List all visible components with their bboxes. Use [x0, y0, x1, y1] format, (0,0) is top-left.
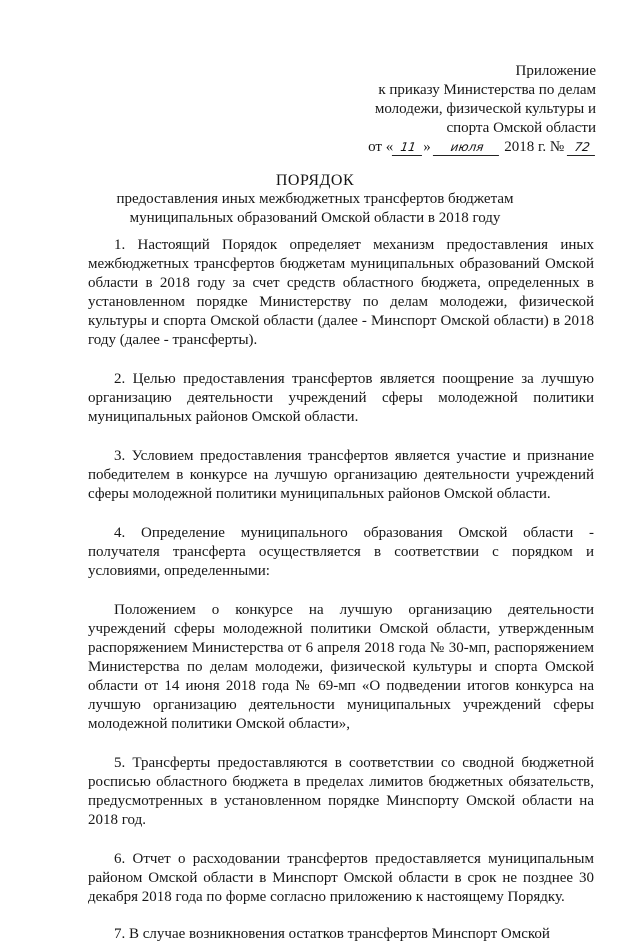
paragraph-1: 1. Настоящий Порядок определяет механизм предоставления иных межбюджетных трансфертов бюджетам муниципальных образований Омской области в 2018 году за счет средств областного бюджета, определенных в установленном порядке Министерству по делам молодежи, физической культуры и спорта Омской области (далее - Минспорт Омской области) в 2018 году (далее - трансферты).	[88, 237, 594, 348]
appendix-label: Приложение	[515, 63, 596, 79]
paragraph-7: 7. В случае возникновения остатков трансфертов Минспорт Омской	[114, 926, 550, 942]
document-body	[88, 236, 594, 944]
order-reference-line-3: спорта Омской области	[446, 120, 596, 136]
title-subtitle-line-2: муниципальных образований Омской области в 2018 году	[129, 210, 501, 226]
date-year: 2018 г. №	[504, 139, 565, 155]
paragraph-5: 5. Трансферты предоставляются в соответствии со сводной бюджетной росписью областного бюджета в пределах лимитов бюджетных обязательств, предусмотренных в установленном порядке Минспорту Омской области на 2018 год.	[88, 755, 594, 828]
date-month-handwritten: июля	[433, 140, 501, 156]
date-mid: »	[423, 139, 431, 155]
title-subtitle-line-1: предоставления иных межбюджетных трансфертов бюджетам	[116, 191, 514, 207]
order-reference-line-1: к приказу Министерства по делам	[378, 82, 596, 98]
order-reference-line-2: молодежи, физической культуры и	[374, 101, 596, 117]
appendix-header	[296, 62, 596, 157]
paragraph-2: 2. Целью предоставления трансфертов является поощрение за лучшую организацию деятельности учреждений сферы молодежной политики муниципальных районов Омской области.	[88, 371, 594, 425]
document-title	[90, 171, 540, 228]
date-prefix: от «	[368, 139, 394, 155]
date-day-handwritten: 11	[392, 140, 424, 156]
title-main: ПОРЯДОК	[275, 172, 355, 189]
order-number-handwritten: 72	[567, 140, 597, 156]
paragraph-4: 4. Определение муниципального образования Омской области - получателя трансферта осуществляется в соответствии с порядком и условиями, определенными:	[88, 525, 594, 579]
paragraph-6: 6. Отчет о расходовании трансфертов предоставляется муниципальным районом Омской области в Минспорт Омской области в срок не позднее 30 декабря 2018 года по форме согласно приложению к настоящему Порядку.	[88, 851, 594, 905]
order-date-line	[296, 138, 596, 157]
paragraph-3: 3. Условием предоставления трансфертов является участие и признание победителем в конкурсе на лучшую организацию деятельности учреждений сферы молодежной политики муниципальных районов Омской области.	[88, 448, 594, 502]
paragraph-4-details: Положением о конкурсе на лучшую организацию деятельности учреждений сферы молодежной политики Омской области, утвержденным распоряжением Министерства от 6 апреля 2018 года № 30-мп, распоряжением Министерства по делам молодежи, физической культуры и спорта Омской области от 14 июня 2018 года № 69-мп «О подведении итогов конкурса на лучшую организацию деятельности муниципальных учреждений сферы молодежной политики Омской области»,	[88, 602, 594, 732]
